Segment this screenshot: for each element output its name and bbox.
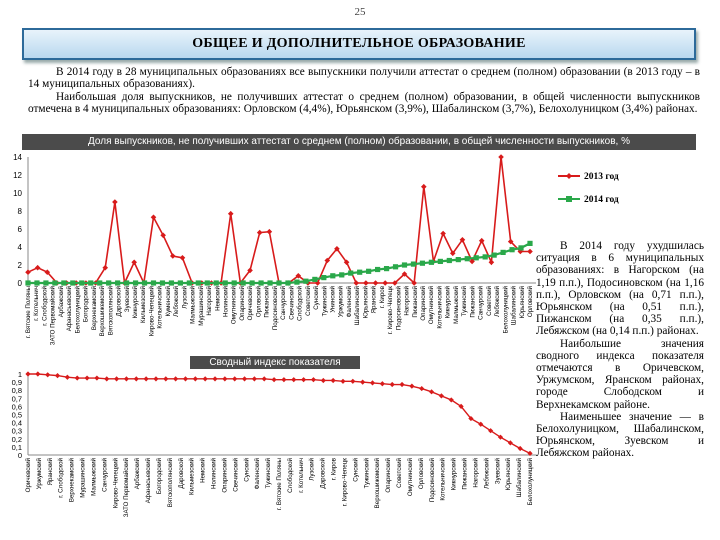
chart2-category-label: Яранский: [46, 458, 54, 486]
chart2-point: [183, 376, 188, 381]
chart2-category-label: г. Кирово-Чепецк: [341, 458, 349, 507]
chart2-point: [262, 376, 267, 381]
chart2-category-label: Мурашинский: [79, 458, 87, 498]
chart1-y-tick-label: 8: [17, 207, 22, 216]
chart1-category-label: Кильмезский: [140, 286, 148, 323]
chart1-category-label: Лузский: [181, 286, 189, 309]
chart2-category-label: Верхнекамский: [68, 458, 76, 503]
chart2-point: [390, 382, 395, 387]
chart1-category-label: Пижанский: [263, 286, 271, 318]
chart2-category-label: Лебяжский: [483, 458, 491, 490]
chart1-category-label: Яранский: [370, 286, 378, 314]
chart2-category-label: Кикнурский: [450, 458, 458, 491]
chart1-category-label: Юрьянский: [362, 286, 370, 319]
chart1-category-label: Орловский: [527, 286, 534, 318]
chart2-category-label: Юрьянский: [505, 458, 513, 491]
chart2-category-label: Тужинский: [363, 458, 371, 489]
chart2-point: [409, 384, 414, 389]
chart2-point: [114, 376, 119, 381]
chart1-category-label: г. Кирово-Чепецк: [387, 286, 395, 335]
chart1-category-label: г. Котельнич: [33, 286, 41, 321]
chart1-category-label: Нагорский: [206, 286, 214, 316]
chart2-category-label: Немский: [199, 458, 207, 483]
chart1-category-label: Лебяжский: [173, 286, 181, 318]
chart1-category-label: Немский: [214, 286, 222, 311]
chart2-category-label: Зуевский: [494, 458, 502, 485]
chart2-point: [94, 375, 99, 380]
chart2-category-label: Советский: [396, 458, 404, 488]
side-paragraph-3: Наименьшее значение — в Белохолуницком, Шабалинском, Юрьянском, Зуевском и Лебяжском районах.: [536, 410, 704, 460]
chart1-category-label: Фаленский: [345, 286, 353, 318]
side-paragraph-1: В 2014 году ухудшилась ситуация в 6 муниципальных образованиях: в Нагорском (на 1,19 п.п.), Подосиновском (на 1,16 п.п.), Орловском (на 0,71 п.п.), Юрьянском (на 0,51 п.п.), Пижанском (на 0,35 п.п.), Лебяжском (на 0,14 п.п.) районах.: [536, 240, 704, 338]
chart2-category-label: Нагорский: [472, 458, 480, 488]
chart1-category-label: Куменский: [164, 286, 172, 317]
chart2-point: [193, 376, 198, 381]
chart2-point: [331, 378, 336, 383]
chart1-category-label: Котельничский: [436, 286, 444, 329]
chart1-category-label: Мурашинский: [197, 286, 205, 326]
chart1-category-label: Богородский: [82, 286, 90, 323]
chart2-point: [301, 377, 306, 382]
chart2-category-label: Оричевский: [25, 458, 32, 493]
chart1-category-label: Кикнурский: [131, 286, 139, 319]
chart2-category-label: Сунский: [352, 458, 360, 482]
chart2-category-label: ЗАТО Первомайский: [123, 458, 131, 518]
chart1-category-label: Вятскополянский: [107, 286, 115, 336]
chart1-legend-label: 2014 год: [584, 195, 619, 205]
chart1-category-label: Опаринский: [238, 286, 246, 321]
chart2-point: [242, 376, 247, 381]
chart2-point: [104, 376, 109, 381]
chart1-title: Доля выпускников, не получивших аттестат о среднем (полном) образовании, в общей численности выпускников, %: [22, 134, 696, 150]
chart1-category-label: Даровской: [115, 286, 123, 317]
chart2-category-label: Кирово-Чепецкий: [112, 458, 120, 509]
chart1-category-label: Подосиновский: [271, 286, 279, 331]
chart2-category-label: г. Слободской: [57, 458, 65, 498]
chart2-y-tick-label: 0,4: [11, 418, 22, 428]
chart2-point: [350, 379, 355, 384]
side-paragraph-2: Наибольшие значения сводного индекса показателя отмечаются в Оричевском, Уржумском, Яранском районах, городе Слободском и Верхнекамском районе.: [536, 337, 704, 411]
chart2-point: [439, 393, 444, 398]
chart2-category-label: Богородский: [155, 458, 163, 495]
intro-paragraph-1: В 2014 году в 28 муниципальных образованиях все выпускники получили аттестат о среднем (полном) образовании (в 2013 году – в 14 муниципальных образованиях).: [28, 66, 700, 91]
chart1-legend-label: 2013 год: [584, 172, 619, 182]
chart2-category-label: Афанасьевский: [145, 458, 153, 504]
chart2-category-label: Слободской: [286, 458, 294, 493]
chart2-point: [45, 372, 50, 377]
chart1-category-label: Омутнинский: [428, 286, 436, 325]
chart2-category-label: Подосиновский: [428, 458, 436, 503]
chart2-category-label: Верхошижемский: [374, 458, 382, 509]
chart1-category-label: Нагорский: [403, 286, 411, 316]
chart1-category-label: г. Киров: [378, 286, 386, 309]
chart2-category-label: Опаринский: [385, 458, 393, 493]
chart2-point: [55, 373, 60, 378]
chart2-point: [321, 378, 326, 383]
chart2-category-label: Вятскополянский: [166, 458, 174, 508]
chart2-category-label: Тужинский: [265, 458, 273, 489]
chart2-category-label: Уржумский: [35, 458, 43, 490]
chart1-category-label: Малмыжский: [189, 286, 197, 324]
chart1-category-label: Лебяжский: [494, 286, 502, 318]
chart1-category-label: Верхошижемский: [99, 286, 107, 337]
chart2-point: [203, 376, 208, 381]
chart1-y-tick-label: 6: [17, 225, 22, 234]
chart2-category-label: Пижанский: [461, 458, 469, 490]
chart2-category-label: Шабалинский: [516, 458, 524, 498]
chart1-category-label: Шабалинский: [354, 286, 362, 326]
chart2-category-label: Даровской: [177, 458, 185, 489]
chart2-point: [429, 389, 434, 394]
chart1-category-label: Слободской: [296, 286, 304, 321]
chart1-category-label: г. Слободской: [41, 286, 49, 326]
chart2-point: [75, 375, 80, 380]
chart2-y-tick-label: 0,6: [11, 402, 22, 412]
chart2-category-label: г. Киров: [330, 458, 338, 481]
chart2-point: [124, 376, 129, 381]
chart1-category-label: Оричевский: [247, 286, 255, 321]
chart2-category-label: Фаленский: [254, 458, 262, 490]
chart2-point: [25, 371, 30, 376]
chart2-y-tick-label: 0,8: [11, 386, 22, 396]
chart1-category-label: Уржумский: [337, 286, 345, 318]
chart2-y-tick-label: 0,2: [11, 434, 22, 444]
chart2-category-label: Кильмезский: [188, 458, 196, 495]
chart1-category-label: Белохолуницкий: [74, 286, 82, 334]
chart2-point: [271, 377, 276, 382]
chart2-point: [65, 375, 70, 380]
chart2-category-label: Санчурский: [101, 458, 109, 492]
chart2-y-tick-label: 0,7: [11, 394, 22, 404]
chart2-point: [232, 376, 237, 381]
chart2-y-tick-label: 0,5: [11, 410, 22, 420]
chart1-category-label: Орловский: [255, 286, 263, 318]
chart1-y-tick-label: 0: [17, 279, 22, 288]
chart1-category-label: Кирово-Чепецкий: [148, 286, 156, 337]
chart2-point: [399, 382, 404, 387]
chart2-point: [291, 377, 296, 382]
chart1-category-label: Подосиновский: [395, 286, 403, 331]
chart1-category-label: Арбажский: [57, 286, 65, 318]
chart1-y-tick-label: 12: [13, 171, 22, 180]
chart2-point: [153, 376, 158, 381]
chart2-point: [281, 377, 286, 382]
chart2-title: Сводный индекс показателя: [190, 356, 360, 369]
chart2-category-label: Нолинский: [210, 458, 218, 489]
chart1-category-label: Омутнинский: [230, 286, 238, 325]
chart2-point: [84, 375, 89, 380]
chart2-category-label: Лузский: [308, 458, 316, 481]
chart2-point: [212, 376, 217, 381]
page-title: ОБЩЕЕ И ДОПОЛНИТЕЛЬНОЕ ОБРАЗОВАНИЕ: [22, 28, 696, 60]
chart2-category-label: Белохолуницкий: [527, 458, 534, 506]
chart2-point: [222, 376, 227, 381]
chart1-category-label: Кикнурский: [444, 286, 452, 319]
chart1-category-label: Свечинский: [288, 286, 296, 320]
chart1-category-label: Санчурский: [477, 286, 485, 320]
chart2-point: [380, 381, 385, 386]
intro-paragraph-2: Наибольшая доля выпускников, не получивших аттестат о среднем (полном) образовании, в общей численности выпускников отмечена в 4 муниципальных образованиях: Орловском (4,4%), Юрьянском (3,9%), Шабалинском (3,7%), Белохолуницком (3,4%) районах.: [28, 90, 700, 115]
chart1-category-label: Котельничский: [156, 286, 164, 329]
chart1-category-label: Сунский: [313, 286, 321, 310]
chart2-y-tick-label: 1: [17, 370, 22, 379]
chart2-category-label: Свечинский: [232, 458, 240, 492]
page-number: 25: [354, 6, 366, 18]
chart1-category-label: Зуевский: [123, 286, 131, 313]
chart2-category-label: Арбажский: [134, 458, 142, 490]
chart1-category-label: г. Вятские Поляны: [25, 286, 32, 339]
chart1-category-label: Шабалинский: [510, 286, 518, 326]
chart2-category-label: Омутнинский: [406, 458, 414, 497]
chart1-category-label: ЗАТО Первомайский: [49, 286, 57, 346]
chart2-point: [419, 386, 424, 391]
chart2-category-label: Малмыжский: [90, 458, 98, 496]
side-commentary: [536, 240, 704, 460]
chart2-point: [163, 376, 168, 381]
chart1-category-label: Опаринский: [420, 286, 428, 321]
chart1-category-label: Афанасьевский: [66, 286, 74, 332]
chart2-y-tick-label: 0,1: [11, 442, 22, 452]
chart2-category-label: г. Вятские Поляны: [276, 458, 283, 511]
chart2-point: [370, 380, 375, 385]
chart2-y-tick-label: 0,9: [11, 378, 22, 388]
chart1-category-label: Советский: [304, 286, 312, 316]
chart1-category-label: Юрьянский: [518, 286, 526, 319]
chart2-category-label: Орловский: [417, 458, 425, 490]
chart2-point: [252, 376, 257, 381]
chart2-y-tick-label: 0,3: [11, 426, 22, 436]
chart2-point: [134, 376, 139, 381]
chart1-category-label: Верхнекамский: [90, 286, 98, 331]
chart2-series-line: [28, 374, 530, 453]
chart1-category-label: Тужинский: [461, 286, 469, 317]
chart2-category-label: Опаринский: [221, 458, 229, 493]
chart2-category-label: Котельничский: [439, 458, 447, 501]
chart2-point: [35, 371, 40, 376]
chart2-point: [311, 377, 316, 382]
chart1-category-label: Нолинский: [222, 286, 230, 317]
chart1-category-label: Белохолуницкий: [502, 286, 510, 334]
chart2-category-label: г. Котельнич: [297, 458, 305, 493]
chart1-category-label: Советский: [485, 286, 493, 316]
chart1-y-tick-label: 14: [13, 153, 22, 162]
chart1-category-label: Унинский: [329, 286, 337, 313]
chart2-point: [360, 380, 365, 385]
chart1-y-tick-label: 4: [17, 243, 22, 252]
chart1-y-tick-label: 2: [17, 261, 22, 270]
chart2-point: [340, 379, 345, 384]
chart2-point: [144, 376, 149, 381]
chart1-category-label: Санчурский: [280, 286, 288, 320]
chart1-category-label: Пижанский: [469, 286, 477, 318]
chart2-category-label: Даровской: [319, 458, 327, 489]
chart2-y-tick-label: 0: [17, 451, 22, 460]
chart1-y-tick-label: 10: [13, 189, 22, 198]
chart1-category-label: Малмыжский: [452, 286, 460, 324]
chart1-category-label: Пижанский: [411, 286, 419, 318]
chart1-category-label: Тужинский: [321, 286, 329, 317]
chart2-point: [173, 376, 178, 381]
chart2-category-label: Сунский: [243, 458, 251, 482]
